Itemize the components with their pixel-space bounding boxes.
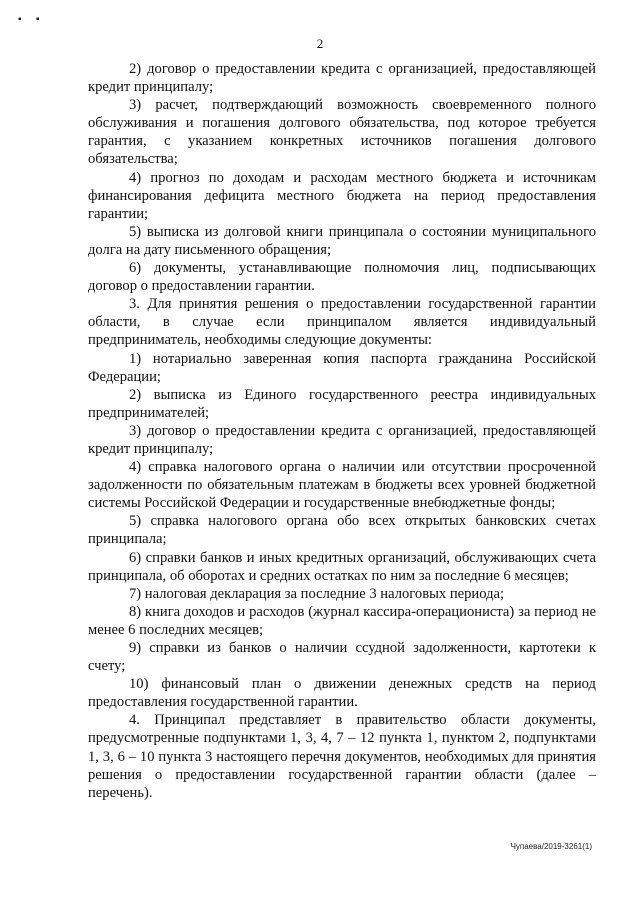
paragraph: 10) финансовый план о движении денежных средств на период предоставления государственной гарантии. [88,676,596,711]
paragraph: 5) выписка из долговой книги принципала о состоянии муниципального долга на дату письменного обращения; [88,223,596,258]
paragraph: 6) документы, устанавливающие полномочия лиц, подписывающих договор о предоставлении гарантии. [88,260,596,295]
paragraph: 2) договор о предоставлении кредита с организацией, предоставляющей кредит принципалу; [88,61,596,96]
paragraph: 7) налоговая декларация за последние 3 налоговых периода; [129,585,505,602]
paragraph: 3. Для принятия решения о предоставлении государственной гарантии области, в случае если принципалом является индивидуальный предприниматель, необходимы следующие документы: [88,296,596,349]
paragraph: 3) договор о предоставлении кредита с организацией, предоставляющей кредит принципалу; [88,422,596,457]
paragraph: 6) справки банков и иных кредитных организаций, обслуживающих счета принципала, об оборотах и средних остатках по ним за последние 6 месяцев; [88,549,596,584]
paragraph: 3) расчет, подтверждающий возможность своевременного полного обслуживания и погашения долгового обязательства, под которое требуется гарантия, с указанием конкретных источников погашения долгового обязательства; [88,97,596,168]
document-code: Чупаева/2019-3261(1) [510,842,592,851]
paragraph: 1) нотариально заверенная копия паспорта гражданина Российской Федерации; [88,350,596,385]
scan-mark: ▪ ▪ [18,14,46,25]
paragraph: 2) выписка из Единого государственного реестра индивидуальных предпринимателей; [88,386,596,421]
paragraph: 8) книга доходов и расходов (журнал кассира-операциониста) за период не менее 6 последних месяцев; [88,603,596,638]
paragraph: 4) прогноз по доходам и расходам местного бюджета и источникам финансирования дефицита местного бюджета на период предоставления гарантии; [88,169,596,222]
document-body [88,60,596,802]
paragraph: 4. Принципал представляет в правительство области документы, предусмотренные подпунктами 1, 3, 4, 7 – 12 пункта 1, пунктом 2, подпунктами 1, 3, 6 – 10 пункта 3 настоящего перечня документов, необходимых для принятия решения о предоставлении государственной гарантии области (далее – перечень). [88,712,596,801]
paragraph: 9) справки из банков о наличии ссудной задолженности, картотеки к счету; [88,640,596,675]
paragraph: 5) справка налогового органа обо всех открытых банковских счетах принципала; [88,513,596,548]
page-number: 2 [316,36,324,51]
paragraph: 4) справка налогового органа о наличии или отсутствии просроченной задолженности по обязательным платежам в бюджеты всех уровней бюджетной системы Российской Федерации и государственные внебюджетные фонды; [88,459,596,512]
